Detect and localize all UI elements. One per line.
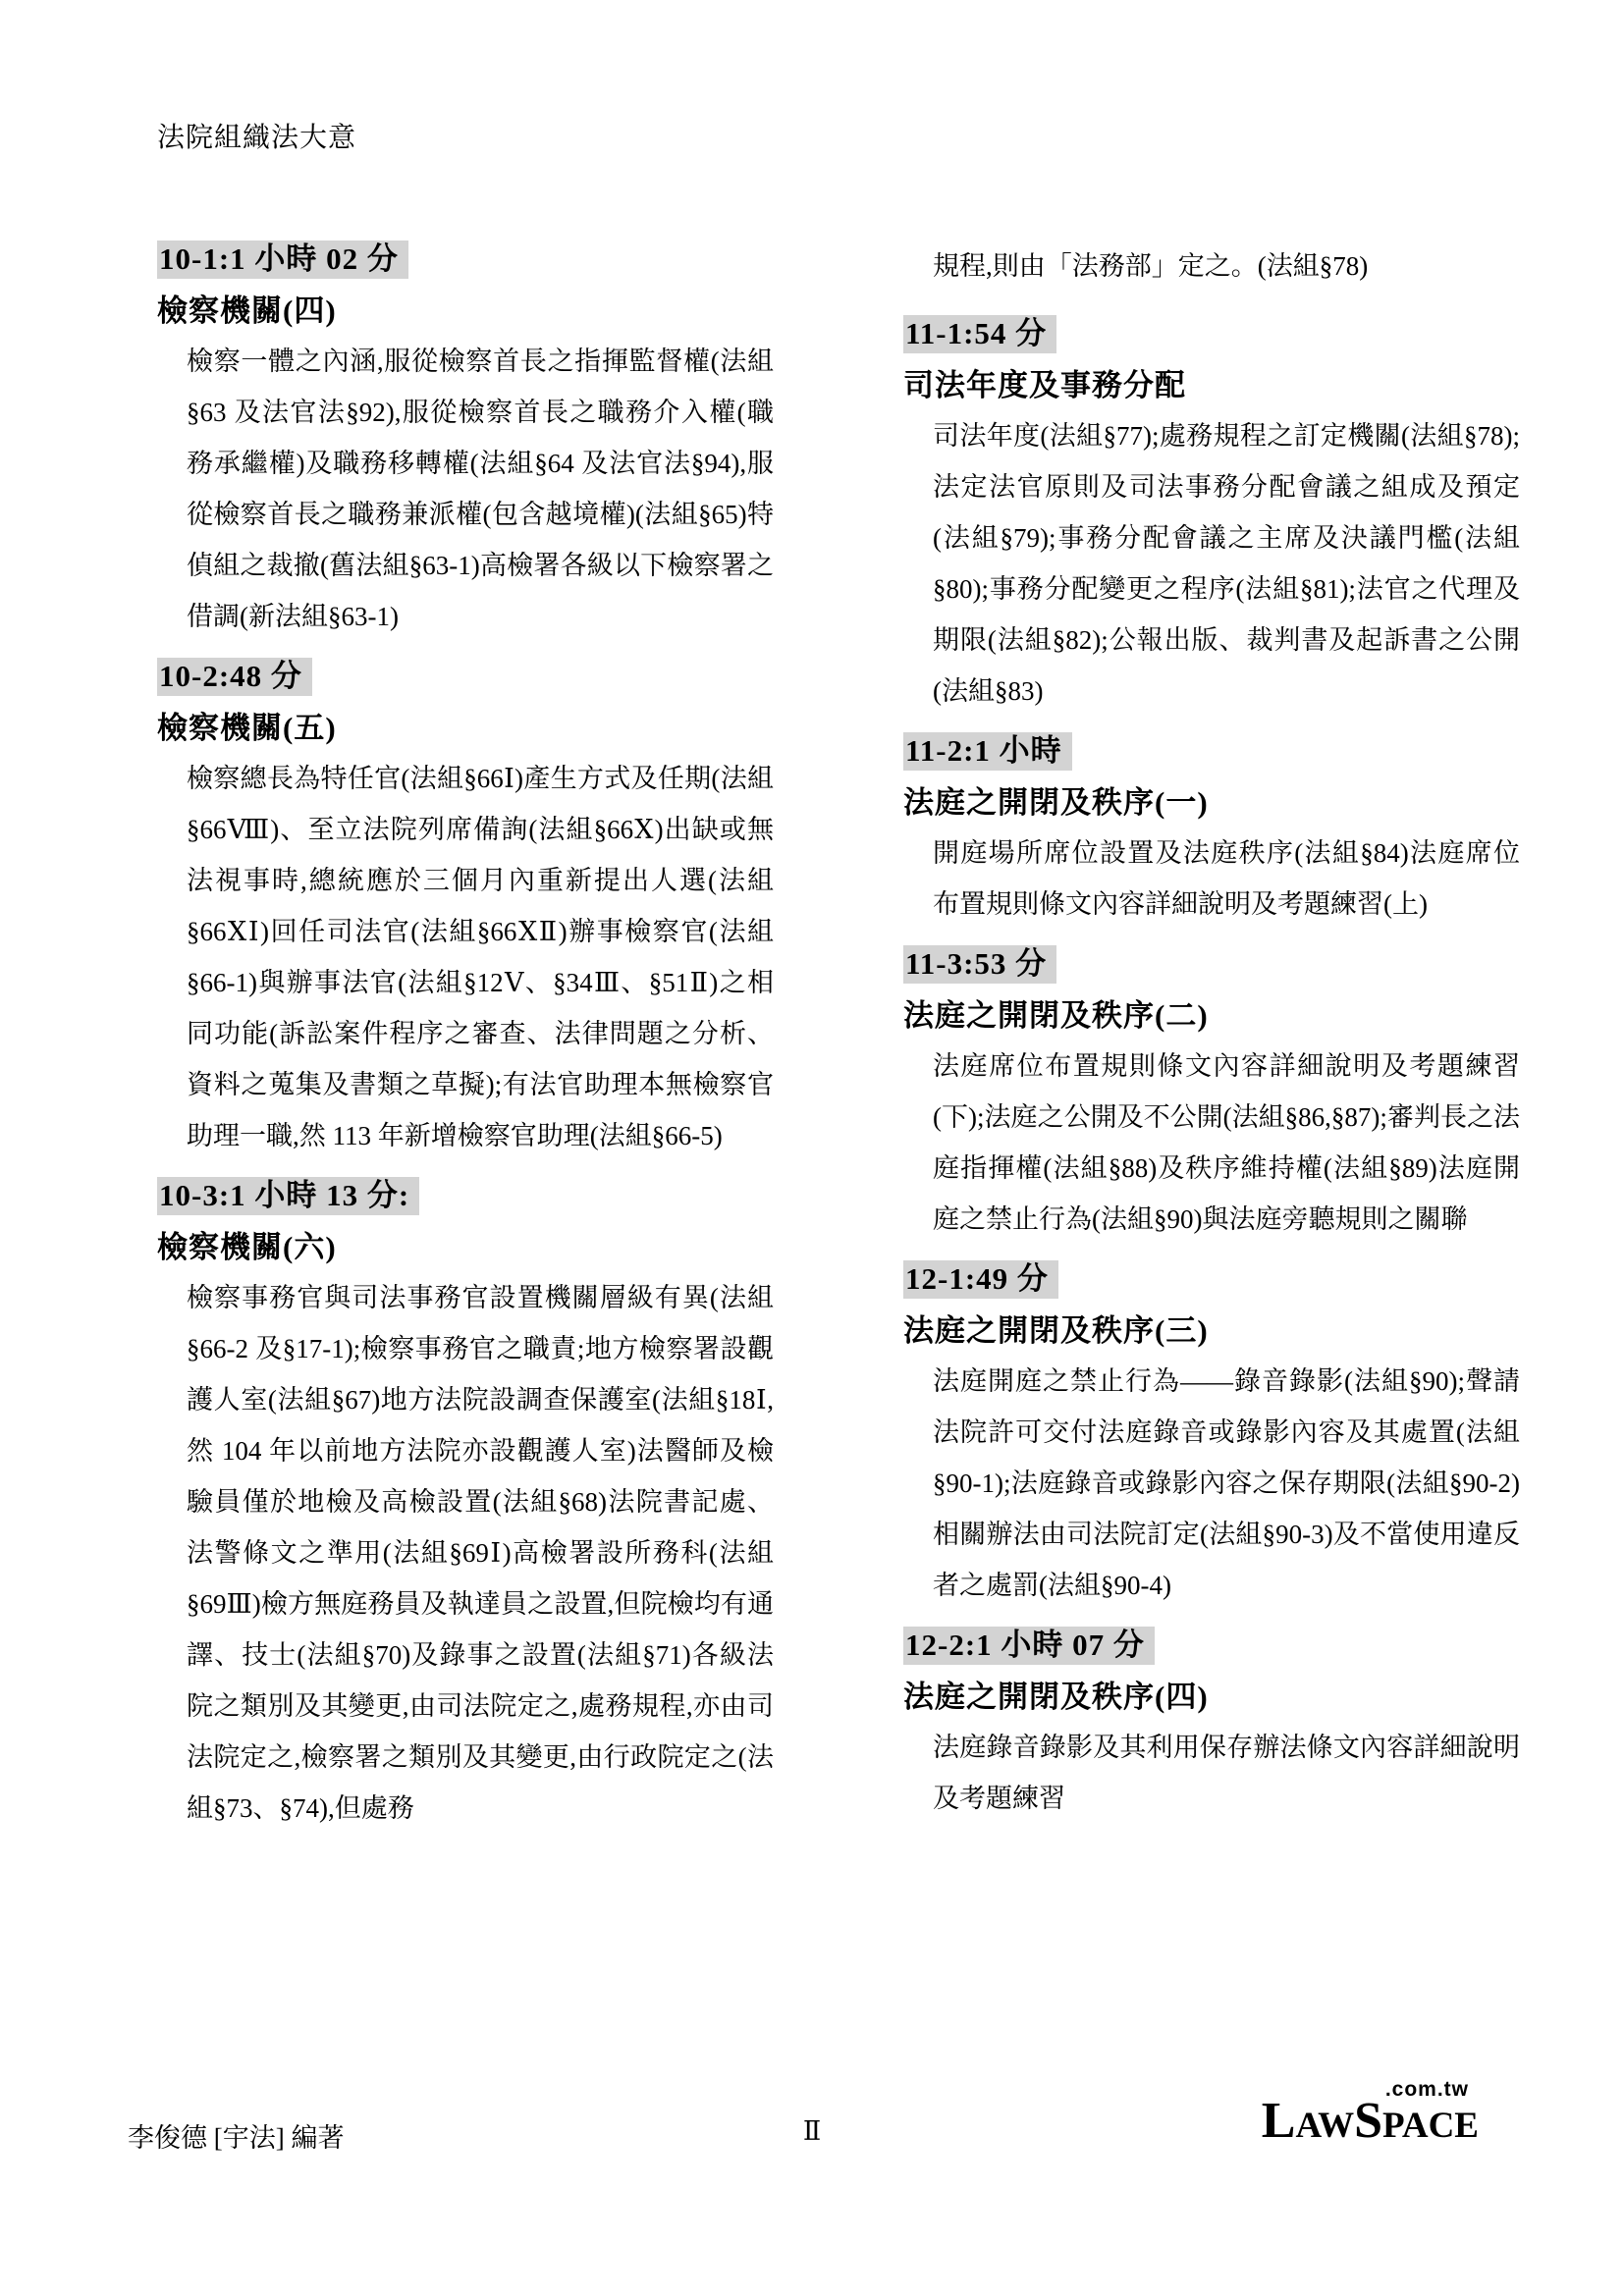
page-header-title: 法院組織法大意 <box>157 123 357 153</box>
section-body: 司法年度(法組§77);處務規程之訂定機關(法組§78);法定法官原則及司法事務分配會議之組成及預定(法組§79);事務分配會議之主席及決議門檻(法組§80);事務分配變更之程序(法組§81);法官之代理及期限(法組§82);公報出版、裁判書及起訴書之公開(法組§83) <box>933 421 1520 706</box>
section-time-label: 10-3:1 小時 13 分: <box>157 1177 419 1215</box>
section-title: 檢察機關(六) <box>157 1230 337 1264</box>
section-title: 檢察機關(四) <box>157 294 337 328</box>
section-title: 司法年度及事務分配 <box>903 368 1186 402</box>
section-body: 法庭席位布置規則條文內容詳細說明及考題練習(下);法庭之公開及不公開(法組§86,§87);審判長之法庭指揮權(法組§88)及秩序維持權(法組§89)法庭開庭之禁止行為(法組§90)與法庭旁聽規則之關聯 <box>933 1051 1520 1234</box>
logo-letter-l: L <box>1261 2093 1296 2149</box>
section-title: 法庭之開閉及秩序(一) <box>903 785 1209 820</box>
section-title: 檢察機關(五) <box>157 711 337 745</box>
logo-letters-aw: AW <box>1295 2106 1355 2146</box>
two-column-layout <box>157 240 1520 1849</box>
section-time-row <box>157 658 774 696</box>
section-12-2 <box>903 1627 1520 1824</box>
section-time-label: 10-1:1 小時 02 分 <box>157 240 408 279</box>
footer-page-number: Ⅱ <box>802 2116 822 2146</box>
section-title: 法庭之開閉及秩序(三) <box>903 1313 1209 1348</box>
section-10-2 <box>157 658 774 1161</box>
right-column <box>903 240 1520 1849</box>
section-body: 檢察一體之內涵,服從檢察首長之指揮監督權(法組§63 及法官法§92),服從檢察首長之職務介入權(職務承繼權)及職務移轉權(法組§64 及法官法§94),服從檢察首長之職務兼派權(包含越境權)(法組§65)特偵組之裁撤(舊法組§63-1)高檢署各級以下檢察署之借調(新法組§63-1) <box>187 347 774 631</box>
section-time-label: 11-2:1 小時 <box>903 732 1072 771</box>
logo-letter-s: S <box>1354 2093 1383 2149</box>
section-body: 檢察事務官與司法事務官設置機關層級有異(法組§66-2 及§17-1);檢察事務官之職責;地方檢察署設觀護人室(法組§67)地方法院設調查保護室(法組§18Ⅰ,然 104 年以前地方法院亦設觀護人室)法醫師及檢驗員僅於地檢及高檢設置(法組§68)法院書記處、法警條文之準用(法組§69Ⅰ)高檢署設所務科(法組§69Ⅲ)檢方無庭務員及執達員之設置,但院檢均有通譯、技士(法組§70)及錄事之設置(法組§71)各級法院之類別及其變更,由司法院定之,處務規程,亦由司法院定之,檢察署之類別及其變更,由行政院定之(法組§73、§74),但處務 <box>187 1283 774 1823</box>
section-10-3 <box>157 1177 774 1834</box>
footer-author: 李俊德 [宇法] 編著 <box>128 2123 345 2153</box>
section-10-1 <box>157 240 774 642</box>
section-11-3 <box>903 945 1520 1245</box>
section-title: 法庭之開閉及秩序(二) <box>903 998 1209 1033</box>
section-11-2 <box>903 732 1520 930</box>
logo-letters-pace: PACE <box>1382 2106 1479 2146</box>
section-time-row <box>903 732 1520 771</box>
section-time-label: 12-2:1 小時 07 分 <box>903 1627 1155 1665</box>
section-time-row <box>157 240 774 279</box>
section-time-label: 11-3:53 分 <box>903 945 1056 984</box>
section-body: 法庭錄音錄影及其利用保存辦法條文內容詳細說明及考題練習 <box>933 1733 1520 1813</box>
section-body: 檢察總長為特任官(法組§66Ⅰ)產生方式及任期(法組§66Ⅷ)、至立法院列席備詢(法組§66Ⅹ)出缺或無法視事時,總統應於三個月內重新提出人選(法組§66ⅩⅠ)回任司法官(法組§66ⅩⅡ)辦事檢察官(法組§66-1)與辦事法官(法組§12Ⅴ、§34Ⅲ、§51Ⅱ)之相同功能(訴訟案件程序之審查、法律問題之分析、資料之蒐集及書類之草擬);有法官助理本無檢察官助理一職,然 113 年新增檢察官助理(法組§66-5) <box>187 764 774 1150</box>
section-body: 法庭開庭之禁止行為——錄音錄影(法組§90);聲請法院許可交付法庭錄音或錄影內容及其處置(法組§90-1);法庭錄音或錄影內容之保存期限(法組§90-2)相關辦法由司法院訂定(法組§90-3)及不當使用違反者之處罰(法組§90-4) <box>933 1366 1520 1600</box>
continuation-paragraph: 規程,則由「法務部」定之。(法組§78) <box>933 251 1369 281</box>
section-time-row <box>903 1260 1520 1299</box>
section-time-label: 12-1:49 分 <box>903 1260 1058 1299</box>
logo-wordmark <box>1261 2093 1479 2149</box>
section-time-row <box>903 1627 1520 1665</box>
section-11-1 <box>903 315 1520 717</box>
lawspace-logo <box>1262 2079 1479 2147</box>
section-body: 開庭場所席位設置及法庭秩序(法組§84)法庭席位布置規則條文內容詳細說明及考題練習(上) <box>933 838 1520 919</box>
section-title: 法庭之開閉及秩序(四) <box>903 1680 1209 1714</box>
section-time-row <box>903 315 1520 353</box>
section-time-label: 11-1:54 分 <box>903 315 1056 353</box>
logo-domain-suffix: .com.tw <box>1384 2078 1469 2101</box>
section-12-1 <box>903 1260 1520 1611</box>
section-time-row <box>157 1177 774 1215</box>
left-column <box>157 240 774 1849</box>
section-time-row <box>903 945 1520 984</box>
section-time-label: 10-2:48 分 <box>157 658 312 696</box>
